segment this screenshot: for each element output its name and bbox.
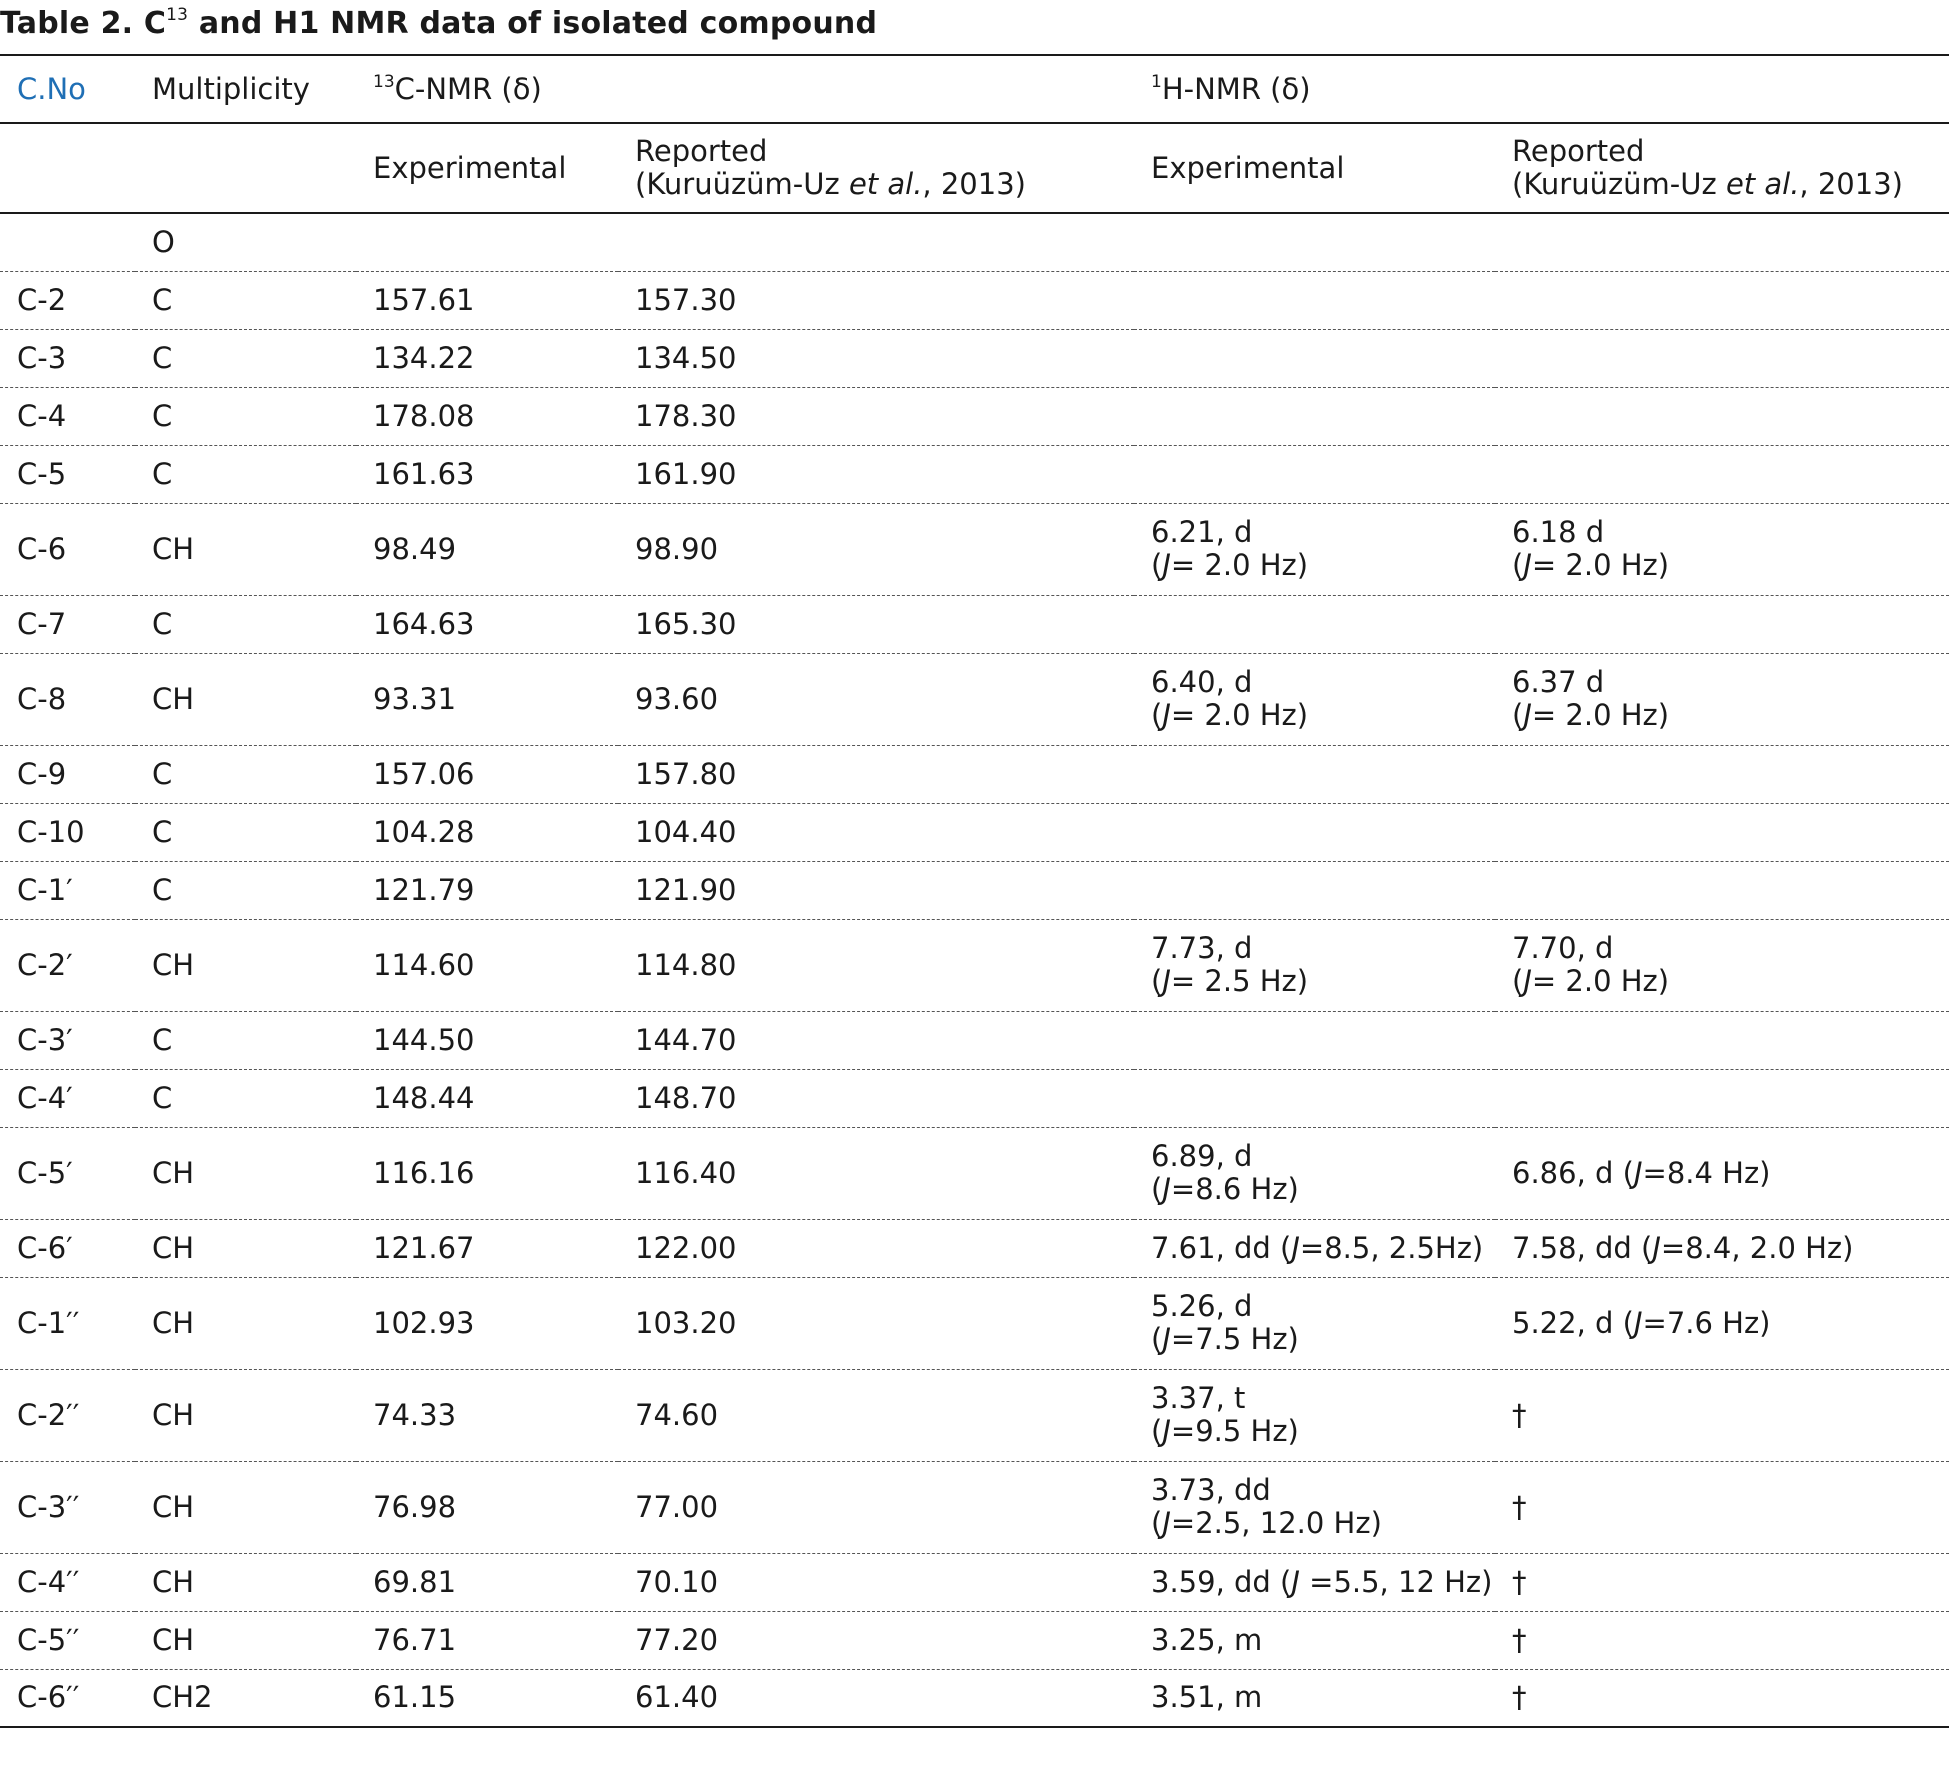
cell-13c-experimental: 102.93	[373, 1305, 475, 1340]
cell-cno: C-2	[17, 282, 67, 317]
cell-multiplicity: CH	[152, 1489, 195, 1524]
cell-1h-reported	[1495, 271, 1949, 329]
cell-13c-experimental: 161.63	[373, 456, 475, 491]
cell-1h-experimental	[1134, 861, 1495, 919]
table-row	[0, 503, 1949, 595]
cell-cno: C-10	[17, 814, 85, 849]
header-1h-reported: Reported (Kuruüzüm-Uz et al., 2013)	[1512, 134, 1903, 201]
cell-multiplicity: CH	[152, 681, 195, 716]
cell-multiplicity: O	[152, 224, 175, 259]
cell-cno: C-5′′	[17, 1622, 80, 1657]
cell-cno: C-3′′	[17, 1489, 80, 1524]
cell-1h-reported	[1495, 1069, 1949, 1127]
cell-1h-reported	[1495, 745, 1949, 803]
table-row	[0, 653, 1949, 745]
cell-1h-reported: 6.86, d (J=8.4 Hz)	[1512, 1155, 1771, 1190]
cell-multiplicity: C	[152, 282, 173, 317]
table-row	[0, 1553, 1949, 1611]
table-row	[0, 271, 1949, 329]
cell-13c-experimental: 148.44	[373, 1080, 475, 1115]
table-row	[0, 1069, 1949, 1127]
cell-13c-experimental: 144.50	[373, 1022, 475, 1057]
cell-multiplicity: CH	[152, 1622, 195, 1657]
cell-13c-reported: 144.70	[635, 1022, 737, 1057]
cell-1h-reported: †	[1512, 1622, 1527, 1657]
cell-13c-reported: 93.60	[635, 681, 719, 716]
cell-13c-reported: 74.60	[635, 1397, 719, 1432]
header-13c-experimental: Experimental	[373, 150, 567, 185]
header-multiplicity: Multiplicity	[152, 71, 310, 106]
cell-13c-experimental	[356, 213, 618, 271]
table-row	[0, 445, 1949, 503]
cell-13c-experimental: 98.49	[373, 531, 457, 566]
cell-1h-experimental	[1134, 271, 1495, 329]
cell-cno: C-4′	[17, 1080, 73, 1115]
cell-1h-experimental: 3.37, t (J=9.5 Hz)	[1151, 1381, 1299, 1448]
cell-13c-reported: 134.50	[635, 340, 737, 375]
cell-1h-experimental	[1134, 445, 1495, 503]
cell-13c-experimental: 178.08	[373, 398, 475, 433]
cell-13c-reported: 121.90	[635, 872, 737, 907]
cell-1h-reported: 5.22, d (J=7.6 Hz)	[1512, 1305, 1771, 1340]
cell-13c-reported: 161.90	[635, 456, 737, 491]
cell-cno: C-9	[17, 756, 67, 791]
cell-1h-experimental: 6.40, d (J= 2.0 Hz)	[1151, 665, 1309, 732]
table-row	[0, 1461, 1949, 1553]
cell-13c-reported: 157.80	[635, 756, 737, 791]
cell-cno: C-4	[17, 398, 67, 433]
cell-1h-experimental	[1134, 1011, 1495, 1069]
cell-1h-experimental: 7.73, d (J= 2.5 Hz)	[1151, 931, 1309, 998]
table-row	[0, 1611, 1949, 1669]
table-body	[0, 213, 1949, 1727]
cell-13c-experimental: 61.15	[373, 1680, 457, 1715]
cell-1h-experimental	[1134, 595, 1495, 653]
cell-multiplicity: C	[152, 814, 173, 849]
cell-13c-experimental: 157.06	[373, 756, 475, 791]
cell-multiplicity: CH	[152, 531, 195, 566]
cell-1h-experimental	[1134, 1069, 1495, 1127]
cell-1h-experimental	[1134, 745, 1495, 803]
cell-multiplicity: CH2	[152, 1680, 213, 1715]
header-row-main	[0, 55, 1949, 123]
header-empty-cno	[0, 123, 135, 213]
cell-1h-experimental: 3.51, m	[1151, 1680, 1263, 1715]
cell-multiplicity: CH	[152, 947, 195, 982]
cell-1h-reported: †	[1512, 1489, 1527, 1524]
cell-cno: C-3	[17, 340, 67, 375]
cell-1h-experimental	[1134, 803, 1495, 861]
cell-13c-experimental: 76.71	[373, 1622, 457, 1657]
cell-1h-experimental	[1134, 387, 1495, 445]
cell-1h-reported: 7.58, dd (J=8.4, 2.0 Hz)	[1512, 1230, 1854, 1265]
table-row	[0, 1011, 1949, 1069]
header-13c-nmr: $^{13}$C-NMR (δ)	[373, 71, 542, 106]
cell-multiplicity: CH	[152, 1397, 195, 1432]
cell-1h-experimental: 3.25, m	[1151, 1622, 1263, 1657]
header-1h-experimental: Experimental	[1151, 150, 1345, 185]
cell-1h-reported	[1495, 329, 1949, 387]
cell-multiplicity: C	[152, 606, 173, 641]
nmr-data-table	[0, 54, 1949, 1728]
table-row	[0, 803, 1949, 861]
table-row	[0, 595, 1949, 653]
table-row	[0, 919, 1949, 1011]
cell-cno: C-5	[17, 456, 67, 491]
cell-1h-experimental: 6.89, d (J=8.6 Hz)	[1151, 1139, 1299, 1206]
cell-13c-experimental: 76.98	[373, 1489, 457, 1524]
cell-multiplicity: CH	[152, 1564, 195, 1599]
cell-1h-reported: †	[1512, 1397, 1527, 1432]
cell-13c-reported: 61.40	[635, 1680, 719, 1715]
table-row	[0, 745, 1949, 803]
cell-13c-reported: 77.00	[635, 1489, 719, 1524]
cell-1h-reported: †	[1512, 1564, 1527, 1599]
cell-1h-reported	[1495, 595, 1949, 653]
cell-13c-experimental: 121.79	[373, 872, 475, 907]
cell-13c-experimental: 93.31	[373, 681, 457, 716]
table-row	[0, 329, 1949, 387]
cell-cno: C-5′	[17, 1155, 73, 1190]
table-row	[0, 1369, 1949, 1461]
cell-cno: C-2′′	[17, 1397, 80, 1432]
cell-13c-reported: 70.10	[635, 1564, 719, 1599]
cell-cno	[0, 213, 135, 271]
cell-13c-reported	[618, 213, 1134, 271]
cell-cno: C-4′′	[17, 1564, 80, 1599]
cell-multiplicity: C	[152, 456, 173, 491]
cell-1h-experimental	[1134, 329, 1495, 387]
cell-cno: C-8	[17, 681, 67, 716]
cell-1h-reported: †	[1512, 1680, 1527, 1715]
table-row	[0, 1669, 1949, 1727]
header-13c-reported: Reported (Kuruüzüm-Uz et al., 2013)	[635, 134, 1026, 201]
cell-cno: C-6′	[17, 1230, 73, 1265]
cell-13c-reported: 77.20	[635, 1622, 719, 1657]
cell-1h-reported: 7.70, d (J= 2.0 Hz)	[1512, 931, 1670, 998]
cell-13c-reported: 103.20	[635, 1305, 737, 1340]
cell-1h-experimental: 6.21, d (J= 2.0 Hz)	[1151, 515, 1309, 582]
cell-13c-reported: 116.40	[635, 1155, 737, 1190]
cell-1h-reported: 6.18 d (J= 2.0 Hz)	[1512, 515, 1670, 582]
cell-13c-experimental: 116.16	[373, 1155, 475, 1190]
table-title: Table 2. $C^{13}$ and H1 NMR data of isolated compound	[0, 5, 878, 41]
cell-multiplicity: C	[152, 398, 173, 433]
cell-cno: C-6′′	[17, 1680, 80, 1715]
cell-13c-reported: 157.30	[635, 282, 737, 317]
cell-13c-experimental: 104.28	[373, 814, 475, 849]
cell-multiplicity: C	[152, 1022, 173, 1057]
cell-13c-experimental: 134.22	[373, 340, 475, 375]
cell-13c-reported: 148.70	[635, 1080, 737, 1115]
cell-13c-reported: 178.30	[635, 398, 737, 433]
cell-multiplicity: CH	[152, 1305, 195, 1340]
cell-1h-reported	[1495, 1011, 1949, 1069]
cell-cno: C-7	[17, 606, 67, 641]
cell-cno: C-2′	[17, 947, 73, 982]
cell-cno: C-3′	[17, 1022, 73, 1057]
table-row	[0, 213, 1949, 271]
cell-13c-reported: 122.00	[635, 1230, 737, 1265]
cell-13c-experimental: 69.81	[373, 1564, 457, 1599]
header-1h-nmr: $^1$H-NMR (δ)	[1151, 71, 1311, 106]
table-row	[0, 861, 1949, 919]
cell-13c-reported: 98.90	[635, 531, 719, 566]
cell-1h-experimental: 5.26, d (J=7.5 Hz)	[1151, 1289, 1299, 1356]
cell-cno: C-1′	[17, 872, 73, 907]
cell-13c-reported: 104.40	[635, 814, 737, 849]
cell-13c-reported: 165.30	[635, 606, 737, 641]
cell-1h-experimental: 7.61, dd (J=8.5, 2.5Hz)	[1151, 1230, 1484, 1265]
cell-1h-reported	[1495, 861, 1949, 919]
table-row	[0, 1219, 1949, 1277]
cell-multiplicity: CH	[152, 1230, 195, 1265]
cell-1h-experimental	[1134, 213, 1495, 271]
header-cno: C.No	[17, 71, 86, 106]
cell-multiplicity: C	[152, 872, 173, 907]
header-empty-multiplicity	[135, 123, 356, 213]
cell-1h-experimental: 3.59, dd (J =5.5, 12 Hz)	[1151, 1564, 1493, 1599]
cell-13c-experimental: 114.60	[373, 947, 475, 982]
cell-1h-reported: 6.37 d (J= 2.0 Hz)	[1512, 665, 1670, 732]
cell-13c-experimental: 121.67	[373, 1230, 475, 1265]
cell-cno: C-1′′	[17, 1305, 80, 1340]
cell-1h-reported	[1495, 803, 1949, 861]
cell-multiplicity: C	[152, 1080, 173, 1115]
cell-1h-reported	[1495, 445, 1949, 503]
cell-multiplicity: C	[152, 340, 173, 375]
cell-1h-reported	[1495, 213, 1949, 271]
header-row-sub	[0, 123, 1949, 213]
cell-multiplicity: CH	[152, 1155, 195, 1190]
cell-multiplicity: C	[152, 756, 173, 791]
table-row	[0, 1277, 1949, 1369]
table-row	[0, 1127, 1949, 1219]
cell-1h-reported	[1495, 387, 1949, 445]
cell-13c-experimental: 157.61	[373, 282, 475, 317]
cell-cno: C-6	[17, 531, 67, 566]
cell-13c-experimental: 74.33	[373, 1397, 457, 1432]
cell-1h-experimental: 3.73, dd (J=2.5, 12.0 Hz)	[1151, 1473, 1382, 1540]
table-row	[0, 387, 1949, 445]
cell-13c-reported: 114.80	[635, 947, 737, 982]
cell-13c-experimental: 164.63	[373, 606, 475, 641]
